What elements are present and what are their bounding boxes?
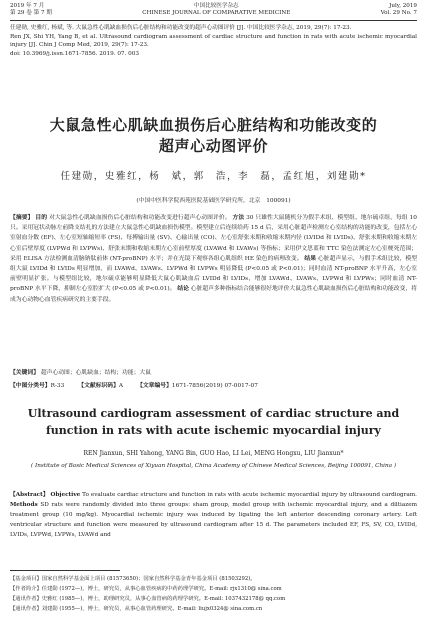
classification-row <box>10 382 417 390</box>
footnote-corr-2: 【通讯作者】刘建勋 (1955—)，博士，研究员，从事心血管药理研究。E-mail: liujx0324@ sina.com.cn <box>10 606 263 612</box>
conclusion-label: 结论 <box>177 286 189 293</box>
conclusion-text: 心脏超声多种指标结合能够很好地评价大鼠急性心肌缺血损伤后心脏结构和功能改变，将成为心动物心血管疾病研究的主要手段。 <box>10 286 417 303</box>
footnotes <box>10 574 417 614</box>
results-text: 心脏超声显示，与假手术组比较，模型组大鼠 LVIDd 和 LVIDs 明显增加，而 LVAWd、LVAWs、LVPWd 和 LVPWs 明显降低 (P<0.05 或 P<0.01)；同时血清 NT-proBNP 水平升高，左心室前壁明显扩张。与模型组比较，地尔硫卓能够明显降低大鼠心肌缺血后 LVIDd 和 LVIDs，增加 LVAWd、LVAWs、LVPWd 和 LVPWs；同时血清 NT-proBNP 水平下降，抑制左心室腔扩大 (P<0.05 或 P<0.01)。 <box>10 255 417 293</box>
abstract-cn <box>10 213 417 305</box>
abstract-en: 【Abstract】 Objective To evaluate cardiac structure and function in rats with acute ischemic myocardial injury by ultrasound cardiogram. Methods SD rats were randomly divided into three groups: sham group, model group with ischemic myocardial injury, and a diltiazem treatment group (10 mg/kg). Myocardial ischemic injury was induced by ligating the left anterior descending coronary artery. Left ventricular structure and function were measured by ultrasound cardiogram after 15 d. The parameters included EF, FS, SV, CO, LVIDd, LVIDs, LVPWd, LVPWs, LVAWd and <box>10 492 417 538</box>
footnote-fund: 【基金项目】国家自然科学基金面上项目 (81573650)；国家自然科学基金青年基金项目 (81503292)。 <box>10 576 256 582</box>
authors-en: REN Jianxun, SHI Yahong, YANG Bin, GUO Hao, LI Lei, MENG Hongxu, LIU Jianxun* <box>83 450 344 457</box>
affiliation-en: ( Institute of Basic Medical Sciences of Xiyuan Hospital, China Academy of Chinese Medical Sciences, Beijing 100091, China ) <box>30 463 397 469</box>
document-code: 【文献标识码】A <box>78 383 124 389</box>
citation-doi: doi: 10.3969/j.issn.1671-7856. 2019. 07. 003 <box>10 50 140 57</box>
header-left: 2019 年 7 月 第 29 卷 第 7 期 <box>10 3 52 16</box>
authors-cn: 任建勋，史雅红，杨 斌，郭 浩，李 磊，孟红旭，刘建勋* <box>60 171 367 182</box>
header-center: 中国比较医学杂志 CHINESE JOURNAL OF COMPARATIVE MEDICINE <box>142 3 291 16</box>
methods-label: 方法 <box>232 215 245 221</box>
methods-text: 30 只雄性大鼠随机分为假手术组、模型组、地尔硫卓组，每组 10 只。采用冠状动脉左前降支结扎的方法建立大鼠急性心肌缺血损伤模型。模型建立后连续给药 15 d 后，采用心脏超声检测左心室结构的功能的改变，包括左心室射血分数 (EF)、左心室短轴缩短率 (FS)、每搏输出量 (SV)、心输出量 (CO)、左心室舒张末期和收缩末期内径 (LVIDd 和 LVIDs)、舒张末期和收缩末期左心室后壁厚度 (LVPWd 和 LVPWs)、舒张末期和收缩末期左心室前壁厚度 (LVAWd 和 LVAWs) 等指标；采用伊文思蓝和 TTC 染色法测定左心室梗死范围；采用 ELISA 方法检测血清脑钠肽前体 (NT-proBNP) 水平；并在光镜下观察各组心肌组织 HE 染色的病理改变。 <box>10 215 417 262</box>
objective-label: 目的 <box>35 215 48 221</box>
article-title-en: Ultrasound cardiogram assessment of cardiac structure and function in rats with acute ischemic myocardial injury <box>27 407 400 437</box>
footnote-author: 【作者简介】任建勋 (1972—)，博士，研究员，从事心血管疾病的中药药理学研究。E-mail: rjx1310@ sina.com <box>10 586 282 592</box>
results-label: 结果 <box>304 255 317 262</box>
footnote-divider <box>10 570 120 571</box>
article-number: 【文章编号】1671-7856(2019) 07-0017-07 <box>137 383 258 389</box>
header-right: July, 2019 Vol. 29 No. 7 <box>380 3 417 16</box>
clc-number: 【中图分类号】R-33 <box>10 383 65 389</box>
objective-text: 对大鼠急性心肌缺血损伤后心脏结构和功能改变进行超声心动图评价。 <box>48 215 231 221</box>
affiliation-cn: (中国中医科学院西苑医院基础医学研究所，北京 100091) <box>136 198 291 204</box>
citation-cn: 任建勋, 史雅红, 杨斌, 等. 大鼠急性心肌缺血损伤后心脏结构和功能改变的超声心动图评价 [J]. 中国比较医学杂志, 2019, 29(7): 17-23. <box>10 25 352 31</box>
abstract-label: 【摘要】 <box>10 215 34 221</box>
citation-block <box>10 24 417 58</box>
citation-en: Ren JX, Shi YH, Yang B, et al. Ultrasound cardiogram assessment of cardiac structure and function in rats with acute ischemic myocardial injury [J]. Chin J Comp Med, 2019, 29(7): 17-23. <box>10 33 417 49</box>
keywords-cn: 【关键词】 超声心动图；心肌缺血；结构；功能；大鼠 <box>10 370 151 376</box>
article-title-cn: 大鼠急性心肌缺血损伤后心脏结构和功能改变的 超声心动图评价 <box>49 116 378 155</box>
header-divider <box>10 20 417 21</box>
footnote-corr-1: 【通讯作者】史雅红 (1985—)，博士，助理研究员，从事心血管病的药理学研究。E-mail: 1037432178@ qq.com <box>10 596 286 602</box>
